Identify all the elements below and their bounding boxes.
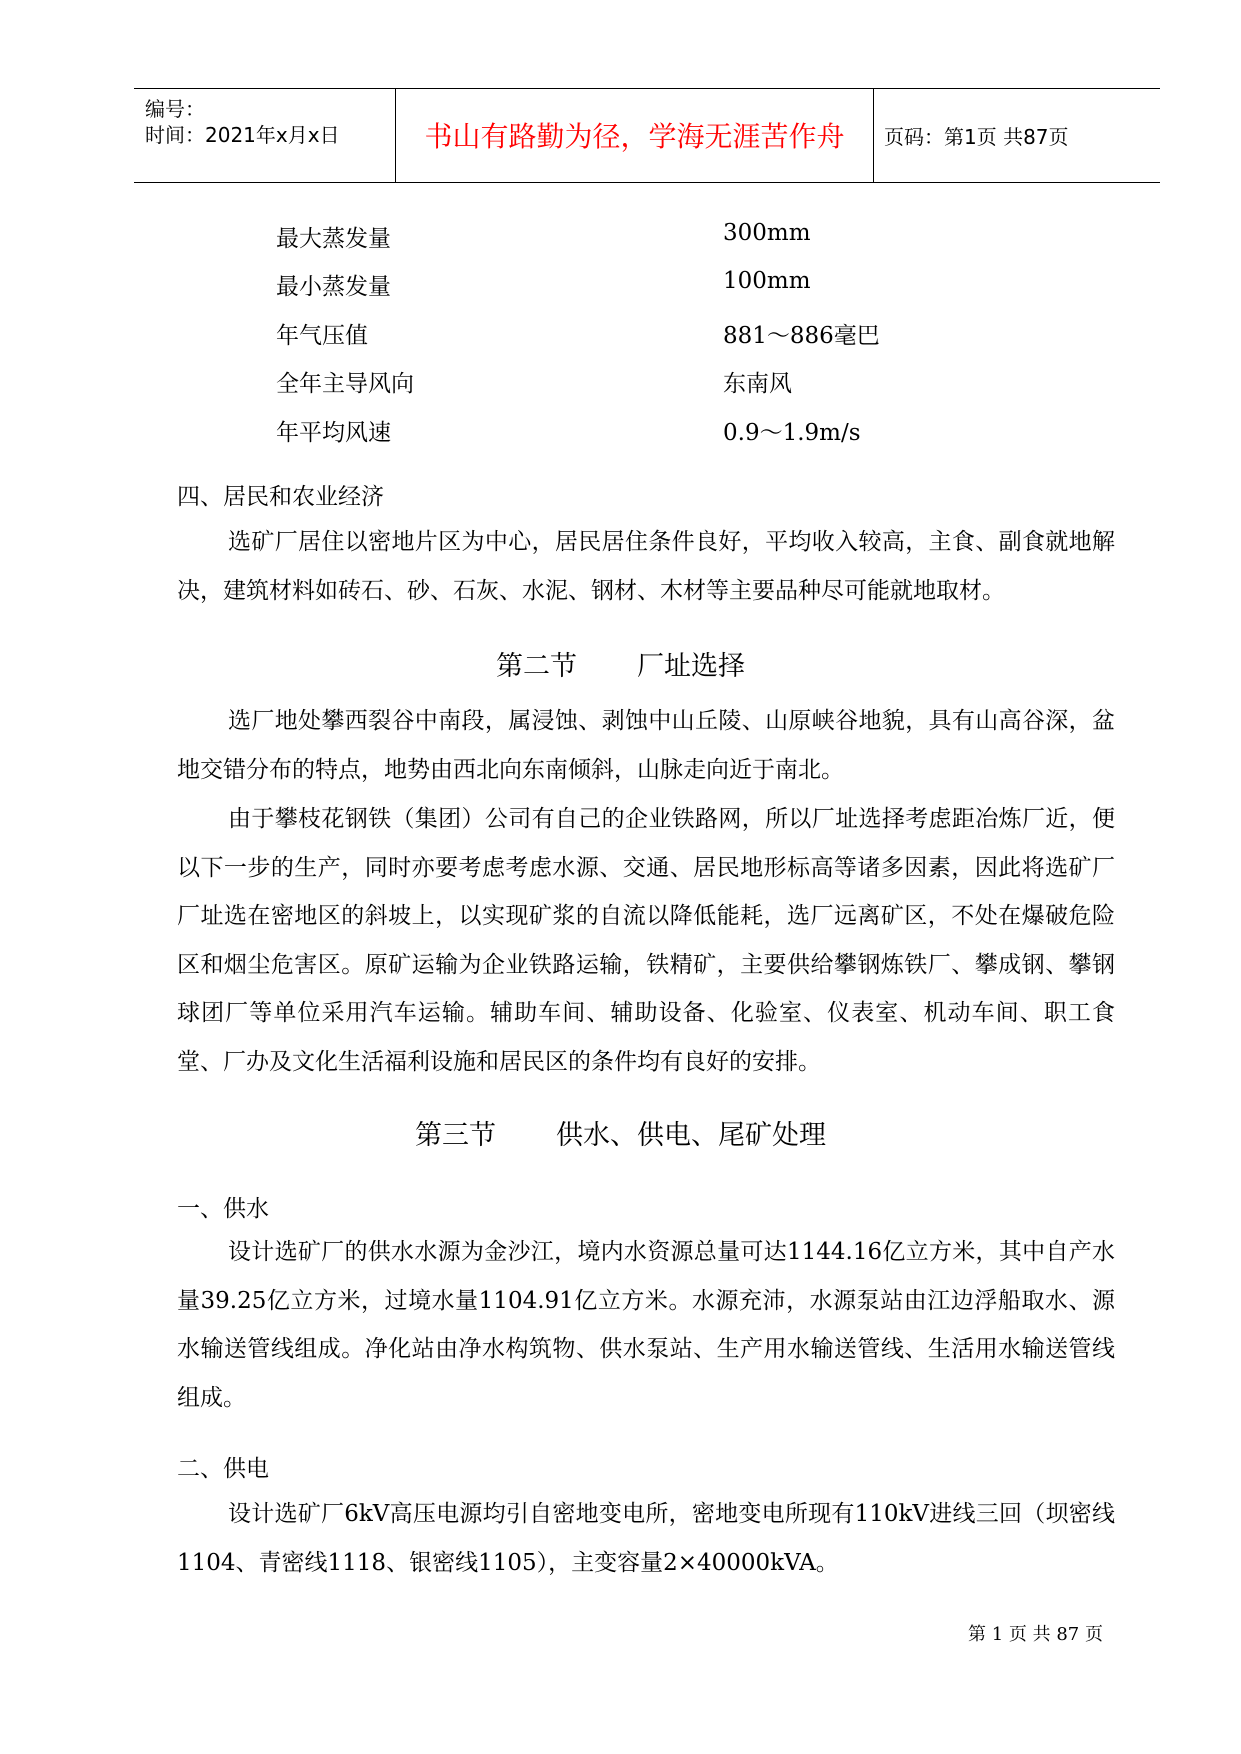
climate-value: 300mm [723,220,811,246]
header-page-cell [874,89,1160,182]
section-two-title: 第二节 厂址选择 [495,651,746,682]
water-heading: 一、供水 [177,1196,269,1222]
header-motto-cell [396,89,874,182]
climate-value: 0.9～1.9m/s [723,420,861,446]
climate-label: 年气压值 [276,323,368,349]
header-info-cell [134,89,396,182]
power-paragraph: 设计选矿厂6kV高压电源均引自密地变电所，密地变电所现有110kV进线三回（坝密线1104、青密线1118、银密线1105），主变容量2×40000kVA。 [177,1501,1115,1576]
number-label: 编号： [145,97,205,121]
time-label: 时间：2021年x月x日 [145,123,340,147]
climate-row [0,268,1241,308]
page-footer: 第 1 页 共 87 页 [968,1624,1103,1645]
climate-label: 年平均风速 [276,420,391,446]
climate-value: 东南风 [723,371,792,397]
climate-value: 100mm [723,268,811,294]
page-header [134,88,1160,183]
power-heading: 二、供电 [177,1456,269,1482]
climate-value: 881～886毫巴 [723,323,880,349]
page-label: 页码：第1页 共87页 [884,125,1069,149]
climate-row [0,365,1241,405]
section4-heading: 四、居民和农业经济 [177,484,384,510]
climate-row [0,414,1241,454]
section-three-title: 第三节 供水、供电、尾矿处理 [414,1120,827,1151]
motto: 书山有路勤为径，学海无涯苦作舟 [424,120,845,153]
climate-row [0,220,1241,260]
section-two-paragraph: 选厂地处攀西裂谷中南段，属浸蚀、剥蚀中山丘陵、山原峡谷地貌，具有山高谷深，盆地交错分布的特点，地势由西北向东南倾斜，山脉走向近于南北。 [177,708,1115,783]
climate-label: 全年主导风向 [276,371,414,397]
section-two-paragraph: 由于攀枝花钢铁（集团）公司有自己的企业铁路网，所以厂址选择考虑距冶炼厂近，便以下一步的生产，同时亦要考虑考虑水源、交通、居民地形标高等诸多因素，因此将选矿厂厂址选在密地区的斜坡上，以实现矿浆的自流以降低能耗，选厂远离矿区，不处在爆破危险区和烟尘危害区。原矿运输为企业铁路运输，铁精矿，主要供给攀钢炼铁厂、攀成钢、攀钢球团厂等单位采用汽车运输。辅助车间、辅助设备、化验室、仪表室、机动车间、职工食堂、厂办及文化生活福利设施和居民区的条件均有良好的安排。 [177,806,1115,1075]
climate-label: 最大蒸发量 [276,226,391,252]
section4-paragraph: 选矿厂居住以密地片区为中心，居民居住条件良好，平均收入较高，主食、副食就地解决，建筑材料如砖石、砂、石灰、水泥、钢材、木材等主要品种尽可能就地取材。 [177,529,1115,604]
water-paragraph: 设计选矿厂的供水水源为金沙江，境内水资源总量可达1144.16亿立方米，其中自产水量39.25亿立方米，过境水量1104.91亿立方米。水源充沛，水源泵站由江边浮船取水、源水输送管线组成。净化站由净水构筑物、供水泵站、生产用水输送管线、生活用水输送管线组成。 [177,1239,1115,1411]
climate-row [0,317,1241,357]
climate-label: 最小蒸发量 [276,274,391,300]
